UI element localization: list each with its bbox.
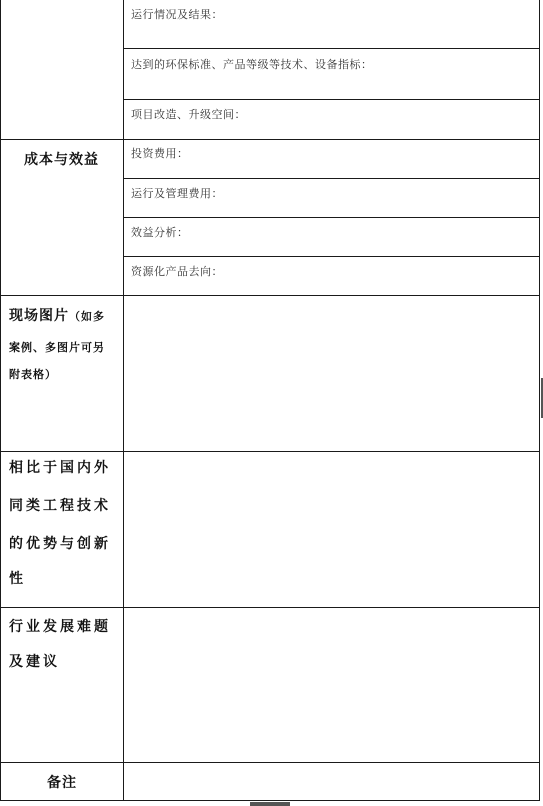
row-line [0, 139, 540, 140]
label-site-photos-note-3: 附表格） [9, 368, 57, 381]
label-difficulties-line-1: 行业发展难题 [9, 619, 111, 635]
label-site-photos-note-2: 案例、多图片可另 [9, 341, 105, 354]
label-cost-benefit: 成本与效益 [24, 152, 99, 168]
row-line [123, 48, 540, 49]
scan-edge-mark [250, 802, 290, 806]
row-line [0, 800, 540, 801]
label-advantages-line-2: 同类工程技术 [9, 498, 111, 514]
field-upgrade-space: 项目改造、升级空间： [131, 108, 246, 121]
field-investment-cost: 投资费用： [131, 147, 189, 160]
table-border-right [539, 0, 540, 801]
row-line [0, 762, 540, 763]
field-resource-product-destination: 资源化产品去向： [131, 265, 223, 278]
label-site-photos-main: 现场图片 [9, 308, 69, 324]
label-site-photos-note-1: （如多 [69, 310, 105, 323]
row-line [123, 217, 540, 218]
row-line [0, 607, 540, 608]
field-operation-result: 运行情况及结果： [131, 8, 223, 21]
field-benefit-analysis: 效益分析： [131, 226, 189, 239]
row-line [0, 295, 540, 296]
label-advantages-line-3: 的优势与创新 [9, 536, 111, 552]
table-border-left [0, 0, 1, 801]
row-line [123, 99, 540, 100]
label-advantages-line-4: 性 [9, 571, 26, 587]
row-line [123, 178, 540, 179]
column-divider [123, 0, 124, 801]
label-difficulties-line-2: 及建议 [9, 654, 60, 670]
field-technical-indicators: 达到的环保标准、产品等级等技术、设备指标： [131, 58, 373, 71]
label-remarks: 备注 [47, 775, 77, 791]
field-operation-management-cost: 运行及管理费用： [131, 187, 223, 200]
label-advantages-line-1: 相比于国内外 [9, 460, 111, 476]
label-site-photos [9, 305, 105, 325]
row-line [123, 256, 540, 257]
